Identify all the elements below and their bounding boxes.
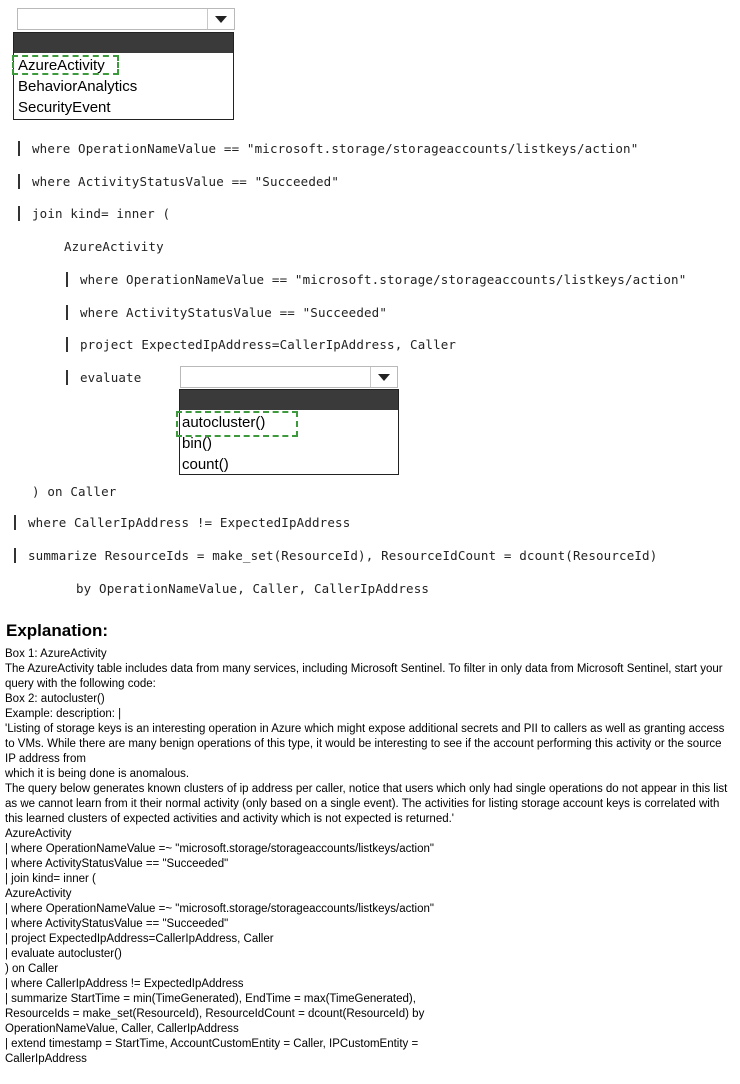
pipe-glyph — [66, 337, 68, 352]
code-line: join kind= inner ( — [32, 206, 171, 221]
explanation-line: | extend timestamp = StartTime, AccountCustomEntity = Caller, IPCustomEntity = — [5, 1038, 419, 1050]
selected-answer-marker — [176, 411, 298, 437]
option-count[interactable]: count() — [182, 456, 229, 473]
explanation-line: Box 2: autocluster() — [5, 693, 105, 705]
code-line: where ActivityStatusValue == "Succeeded" — [80, 305, 388, 320]
pipe-glyph — [66, 370, 68, 385]
chevron-down-icon[interactable] — [370, 367, 397, 387]
explanation-line: | project ExpectedIpAddress=CallerIpAddress, Caller — [5, 933, 274, 945]
listbox-header — [14, 33, 233, 53]
pipe-glyph — [66, 305, 68, 320]
code-line: where ActivityStatusValue == "Succeeded" — [32, 174, 340, 189]
explanation-heading: Explanation: — [6, 621, 109, 640]
code-line: evaluate — [80, 370, 142, 385]
explanation-line: Box 1: AzureActivity — [5, 648, 107, 660]
function-select[interactable] — [180, 366, 398, 388]
option-azureactivity[interactable]: AzureActivity — [18, 57, 105, 74]
option-bin[interactable]: bin() — [182, 435, 213, 452]
explanation-line: ) on Caller — [5, 963, 59, 975]
option-behavioranalytics[interactable]: BehaviorAnalytics — [18, 78, 138, 95]
pipe-glyph — [18, 141, 20, 156]
code-line: summarize ResourceIds = make_set(ResourceId), ResourceIdCount = dcount(ResourceId) — [28, 548, 658, 563]
explanation-body — [5, 647, 733, 1067]
pipe-glyph — [66, 272, 68, 287]
explanation-line: | where OperationNameValue =~ "microsoft.storage/storageaccounts/listkeys/action" — [5, 843, 434, 855]
pipe-glyph — [14, 548, 16, 563]
explanation-line: | evaluate autocluster() — [5, 948, 122, 960]
pipe-glyph — [18, 174, 20, 189]
pipe-glyph — [18, 206, 20, 221]
explanation-line: CallerIpAddress — [5, 1053, 87, 1065]
explanation-line: which it is being done is anomalous. — [5, 768, 190, 780]
code-line: ) on Caller — [32, 484, 117, 499]
explanation-line: | where ActivityStatusValue == "Succeeded" — [5, 858, 229, 870]
option-autocluster[interactable]: autocluster() — [182, 414, 266, 431]
explanation-line: AzureActivity — [5, 828, 72, 840]
explanation-line: | summarize StartTime = min(TimeGenerated), EndTime = max(TimeGenerated), — [5, 993, 416, 1005]
listbox-header — [180, 390, 398, 410]
code-line: AzureActivity — [64, 239, 164, 254]
selected-answer-marker — [12, 55, 119, 75]
explanation-line: | where ActivityStatusValue == "Succeeded" — [5, 918, 229, 930]
code-line: where OperationNameValue == "microsoft.storage/storageaccounts/listkeys/action" — [80, 272, 687, 287]
explanation-line: | where OperationNameValue =~ "microsoft.storage/storageaccounts/listkeys/action" — [5, 903, 434, 915]
explanation-line: 'Listing of storage keys is an interesting operation in Azure which might expose additional secrets and PII to callers as well as granting access to VMs. While there are many benign operations of this type, it would be interesting to see if the account performing this activity or the source IP address from — [5, 723, 725, 765]
explanation-line: AzureActivity — [5, 888, 72, 900]
explanation-line: The query below generates known clusters of ip address per caller, notice that users which only had single operations do not appear in this list as we cannot learn from it their normal activity (only based on a single event). The activities for listing storage account keys is correlated with this learned clusters of expected activities and activity which is not expected is returned.' — [5, 783, 728, 825]
explanation-line: | join kind= inner ( — [5, 873, 96, 885]
table-select[interactable] — [17, 8, 235, 30]
explanation-line: Example: description: | — [5, 708, 122, 720]
code-line: by OperationNameValue, Caller, CallerIpAddress — [76, 581, 430, 596]
explanation-line: ResourceIds = make_set(ResourceId), ResourceIdCount = dcount(ResourceId) by — [5, 1008, 425, 1020]
code-line: where OperationNameValue == "microsoft.storage/storageaccounts/listkeys/action" — [32, 141, 639, 156]
explanation-line: | where CallerIpAddress != ExpectedIpAddress — [5, 978, 244, 990]
chevron-down-icon[interactable] — [207, 9, 234, 29]
option-securityevent[interactable]: SecurityEvent — [18, 99, 111, 116]
explanation-line: The AzureActivity table includes data from many services, including Microsoft Sentinel. To filter in only data from Microsoft Sentinel, start your query with the following code: — [5, 663, 723, 690]
pipe-glyph — [14, 515, 16, 530]
code-line: where CallerIpAddress != ExpectedIpAddress — [28, 515, 351, 530]
code-line: project ExpectedIpAddress=CallerIpAddress, Caller — [80, 337, 457, 352]
explanation-line: OperationNameValue, Caller, CallerIpAddress — [5, 1023, 239, 1035]
